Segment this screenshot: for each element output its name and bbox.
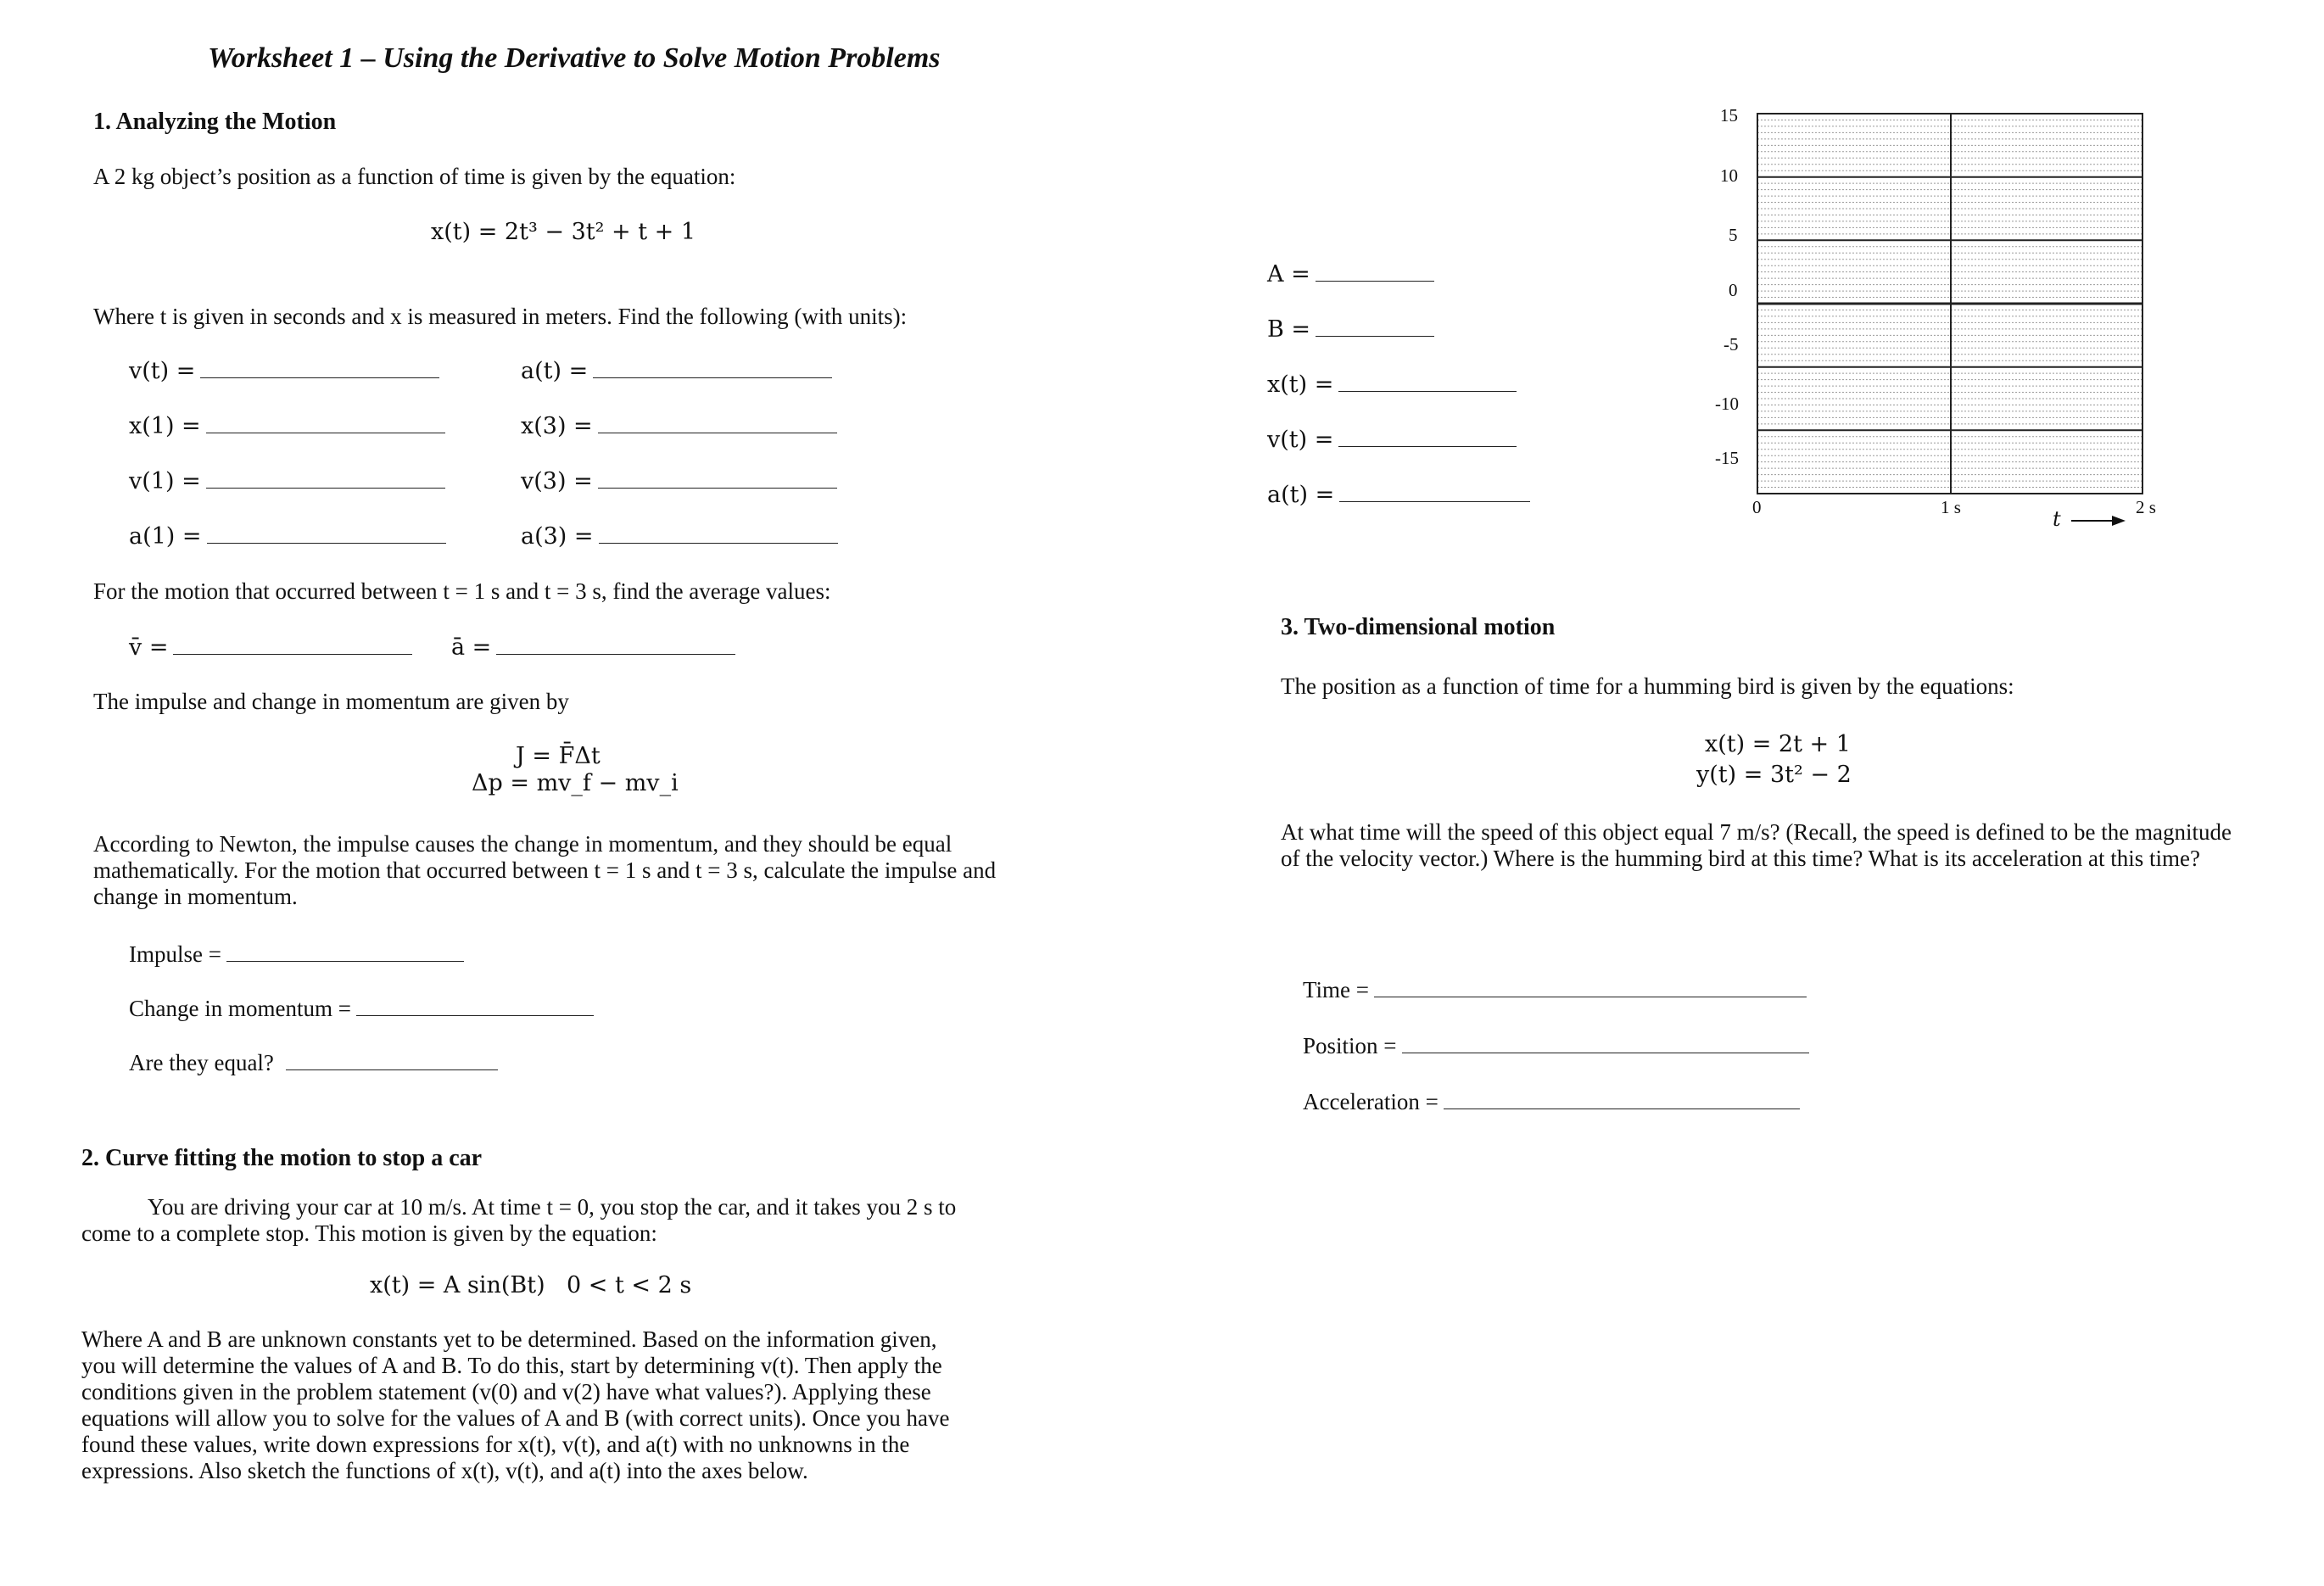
acceleration-blank[interactable] <box>1444 1108 1800 1109</box>
A-field[interactable] <box>1267 261 1434 288</box>
s1-intro: A 2 kg object’s position as a function of time is given by the equation: <box>93 164 736 189</box>
x-3-field[interactable] <box>521 413 837 439</box>
a-t-field[interactable] <box>521 358 832 384</box>
x-1-blank[interactable] <box>206 432 445 433</box>
impulse-equation: J = F̄Δt <box>516 743 601 769</box>
x-tick-0: 0 <box>1752 497 1762 517</box>
momentum-equation: Δp = mv_f − mv_i <box>472 770 679 796</box>
x-1-field[interactable] <box>129 413 445 439</box>
x-t-blank[interactable] <box>1338 390 1517 392</box>
worksheet-title: Worksheet 1 – Using the Derivative to Solve Motion Problems <box>208 42 941 74</box>
abar-label: ā = <box>451 634 492 661</box>
a-1-label: a(1) = <box>129 523 202 550</box>
section-3-heading: 3. Two-dimensional motion <box>1281 614 1556 640</box>
t-axis-label: t <box>2053 507 2061 531</box>
B-label: B = <box>1267 316 1311 343</box>
v-t-2-label: v(t) = <box>1267 427 1334 453</box>
x-1-label: x(1) = <box>129 413 201 439</box>
acceleration-field[interactable] <box>1303 1089 1800 1115</box>
time-field[interactable] <box>1303 977 1807 1003</box>
v-t-2-blank[interactable] <box>1338 445 1517 447</box>
position-blank[interactable] <box>1402 1052 1809 1053</box>
a-t-2-label: a(t) = <box>1267 482 1335 508</box>
s3-intro: The position as a function of time for a humming bird is given by the equations: <box>1281 673 2014 699</box>
s2-body-paragraph: Where A and B are unknown constants yet to be determined. Based on the information given, you will determine the values of A and B. To do this, start by determining v(t). Then apply the conditions given in the problem statement (v(0) and v(2) have what values?). Applying these equations will allow you to solve for the values of A and B (with correct units). Once you have found these values, write down expressions for x(t), v(t), and a(t) with no unknowns in the expressions. Also sketch the functions of x(t), v(t), and a(t) into the axes below. <box>81 1326 950 1483</box>
v-t-blank[interactable] <box>200 377 439 378</box>
v-1-field[interactable] <box>129 468 445 494</box>
A-label: A = <box>1267 261 1310 288</box>
B-field[interactable] <box>1267 316 1434 343</box>
abar-field[interactable] <box>451 634 735 661</box>
vbar-label: v̄ = <box>129 634 169 661</box>
s2-intro-paragraph: You are driving your car at 10 m/s. At time t = 0, you stop the car, and it takes you 2 s to come to a complete stop. This motion is given by the equation: <box>81 1194 957 1246</box>
s3-equation-y: y(t) = 3t² − 2 <box>1696 762 1852 788</box>
s3-equation-x: x(t) = 2t + 1 <box>1705 731 1851 757</box>
equal-label: Are they equal? <box>129 1050 274 1075</box>
v-t-label: v(t) = <box>129 358 196 384</box>
a-t-label: a(t) = <box>521 358 589 384</box>
y-tick-minus15: -15 <box>1715 448 1739 468</box>
s3-question-paragraph: At what time will the speed of this object equal 7 m/s? (Recall, the speed is defined to be the magnitude of the velocity vector.) Where is the humming bird at this time? What is its acceleration at this time? <box>1281 819 2232 871</box>
impulse-blank[interactable] <box>226 960 464 962</box>
s1-where: Where t is given in seconds and x is measured in meters. Find the following (with units): <box>93 304 908 329</box>
x-tick-2s: 2 s <box>2136 497 2156 517</box>
a-1-field[interactable] <box>129 523 446 550</box>
momentum-field[interactable] <box>129 996 594 1022</box>
equal-blank[interactable] <box>286 1069 498 1070</box>
equal-field[interactable] <box>129 1050 498 1076</box>
y-tick-minus10: -10 <box>1715 394 1739 414</box>
x-3-label: x(3) = <box>521 413 593 439</box>
time-label: Time = <box>1303 977 1370 1002</box>
t-axis-arrow-icon <box>2071 512 2126 529</box>
s2-equation: x(t) = A sin(Bt) <box>370 1272 545 1298</box>
a-3-field[interactable] <box>521 523 838 550</box>
y-tick-15: 15 <box>1720 105 1738 126</box>
v-3-label: v(3) = <box>521 468 593 494</box>
a-3-label: a(3) = <box>521 523 594 550</box>
v-t-field[interactable] <box>129 358 439 384</box>
a-t-2-field[interactable] <box>1267 482 1530 508</box>
v-1-label: v(1) = <box>129 468 201 494</box>
v-3-field[interactable] <box>521 468 837 494</box>
s1-average-intro: For the motion that occurred between t = 1 s and t = 3 s, find the average values: <box>93 578 831 604</box>
a-3-blank[interactable] <box>599 542 838 544</box>
vbar-blank[interactable] <box>173 653 412 655</box>
position-label: Position = <box>1303 1033 1397 1058</box>
x-t-label: x(t) = <box>1267 371 1334 398</box>
y-tick-10: 10 <box>1720 165 1738 186</box>
y-tick-minus5: -5 <box>1723 334 1739 355</box>
v-1-blank[interactable] <box>206 487 445 489</box>
s1-equation: x(t) = 2t³ − 3t² + t + 1 <box>431 219 696 245</box>
y-tick-0: 0 <box>1729 280 1738 300</box>
abar-blank[interactable] <box>496 653 735 655</box>
s1-newton-paragraph: According to Newton, the impulse causes the change in momentum, and they should be equal mathematically. For the motion that occurred between t = 1 s and t = 3 s, calculate the impulse and change in momentum. <box>93 831 997 909</box>
v-3-blank[interactable] <box>598 487 837 489</box>
a-1-blank[interactable] <box>207 542 446 544</box>
section-2-heading: 2. Curve fitting the motion to stop a car <box>81 1145 483 1171</box>
a-t-2-blank[interactable] <box>1339 500 1530 502</box>
B-blank[interactable] <box>1316 335 1434 337</box>
x-t-field[interactable] <box>1267 371 1517 398</box>
A-blank[interactable] <box>1316 280 1434 282</box>
vbar-field[interactable] <box>129 634 412 661</box>
impulse-label: Impulse = <box>129 941 221 967</box>
x-3-blank[interactable] <box>598 432 837 433</box>
v-t-2-field[interactable] <box>1267 427 1517 453</box>
y-tick-5: 5 <box>1729 225 1738 245</box>
x-tick-1s: 1 s <box>1941 497 1961 517</box>
section-1-heading: 1. Analyzing the Motion <box>93 109 337 135</box>
s1-impulse-intro: The impulse and change in momentum are given by <box>93 689 569 714</box>
momentum-blank[interactable] <box>356 1014 594 1016</box>
motion-graph <box>1756 112 2146 497</box>
position-field[interactable] <box>1303 1033 1809 1059</box>
time-blank[interactable] <box>1374 996 1807 997</box>
impulse-field[interactable] <box>129 941 464 968</box>
acceleration-label: Acceleration = <box>1303 1089 1439 1114</box>
momentum-label: Change in momentum = <box>129 996 351 1021</box>
a-t-blank[interactable] <box>593 377 832 378</box>
s2-domain: 0 < t < 2 s <box>567 1272 692 1298</box>
